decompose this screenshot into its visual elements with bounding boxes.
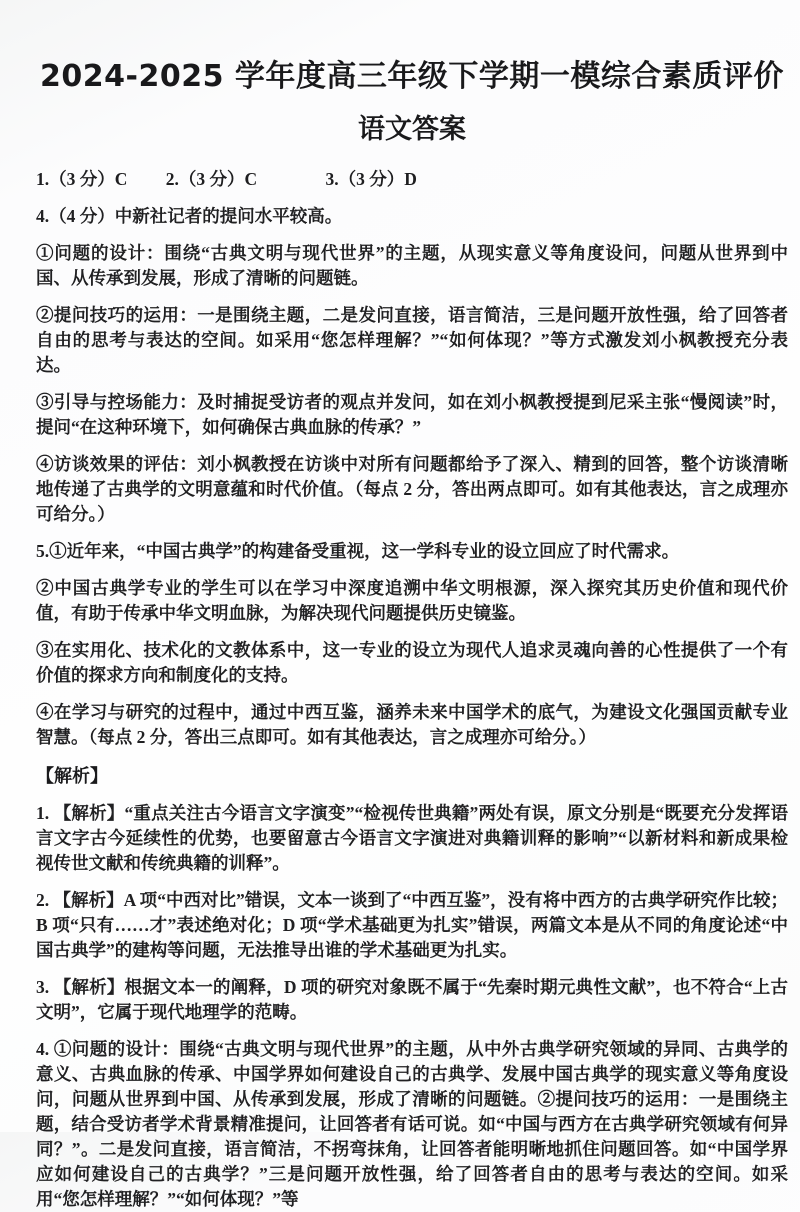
- paragraph-q4-point3: ③引导与控场能力：及时捕捉受访者的观点并发问，如在刘小枫教授提到尼采主张“慢阅读”时，提问“在这种环境下，如何确保古典血脉的传承？”: [36, 392, 788, 437]
- paragraph-analysis-2: 2. 【解析】A 项“中西对比”错误，文本一谈到了“中西互鉴”，没有将中西方的古典学研究作比较；B 项“只有……才”表述绝对化；D 项“学术基础更为扎实”错误，两篇文本是从不同的角度论述“中国古典学”的建构等问题，无法推导出谁的学术基础更为扎实。: [36, 890, 788, 960]
- paragraph-q4-point4: ④访谈效果的评估：刘小枫教授在访谈中对所有问题都给予了深入、精到的回答，整个访谈清晰地传递了古典学的文明意蕴和时代价值。（每点 2 分，答出两点即可。如有其他表达，言之成理亦可给分。）: [36, 454, 788, 524]
- page-title: 2024-2025 学年度高三年级下学期一模综合素质评价: [40, 59, 784, 94]
- paragraph-q5-point2: ②中国古典学专业的学生可以在学习中深度追溯中华文明根源，深入探究其历史价值和现代价值，有助于传承中华文明血脉，为解决现代问题提供历史镜鉴。: [36, 578, 788, 623]
- paragraph-analysis-1: 1. 【解析】“重点关注古今语言文字演变”“检视传世典籍”两处有误，原文分别是“既要充分发挥语言文字古今延续性的优势，也要留意古今语言文字演进对典籍训释的影响”“以新材料和新成果检视传世文献和传统典籍的训释”。: [36, 803, 788, 873]
- analysis-section-heading: 【解析】: [36, 766, 108, 786]
- objective-answers-row: [36, 167, 788, 192]
- answer-q1: 1.（3 分）C: [36, 169, 128, 189]
- page-subtitle: 语文答案: [358, 114, 466, 145]
- answer-q3: 3.（3 分）D: [325, 169, 417, 189]
- paragraph-q4-point1: ①问题的设计：围绕“古典文明与现代世界”的主题，从现实意义等角度设问，问题从世界到中国、从传承到发展，形成了清晰的问题链。: [36, 243, 788, 288]
- paragraph-q5-point1: 5.①近年来，“中国古典学”的构建备受重视，这一学科专业的设立回应了时代需求。: [36, 541, 680, 561]
- paragraph-analysis-4: 4. ①问题的设计：围绕“古典文明与现代世界”的主题，从中外古典学研究领域的异同、古典学的意义、古典血脉的传承、中国学界如何建设自己的古典学、发展中国古典学的现实意义等角度设问，问题从世界到中国、从传承到发展，形成了清晰的问题链。②提问技巧的运用：一是围绕主题，结合受访者学术背景精准提问，让回答者有话可说。如“中国与西方在古典学研究领域有何异同？”。二是发问直接，语言简洁，不拐弯抹角，让回答者能明晰地抓住问题回答。如“中国学界应如何建设自己的古典学？”三是问题开放性强，给了回答者自由的思考与表达的空间。如采用“您怎样理解？”“如何体现？”等: [36, 1039, 788, 1209]
- answer-q2: 2.（3 分）C: [165, 169, 258, 189]
- paragraph-q5-point4: ④在学习与研究的过程中，通过中西互鉴，涵养未来中国学术的底气，为建设文化强国贡献专业智慧。（每点 2 分，答出三点即可。如有其他表达，言之成理亦可给分。）: [36, 702, 788, 747]
- paragraph-q4-intro: 4.（4 分）中新社记者的提问水平较高。: [36, 206, 343, 226]
- paragraph-q4-point2: ②提问技巧的运用：一是围绕主题，二是发问直接，语言简洁，三是问题开放性强，给了回答者自由的思考与表达的空间。如采用“您怎样理解？”“如何体现？”等方式激发刘小枫教授充分表达。: [36, 305, 788, 375]
- paragraph-analysis-3: 3. 【解析】根据文本一的阐释，D 项的研究对象既不属于“先秦时期元典性文献”，也不符合“上古文明”，它属于现代地理学的范畴。: [36, 977, 788, 1022]
- paragraph-q5-point3: ③在实用化、技术化的文教体系中，这一专业的设立为现代人追求灵魂向善的心性提供了一个有价值的探求方向和制度化的支持。: [36, 640, 788, 685]
